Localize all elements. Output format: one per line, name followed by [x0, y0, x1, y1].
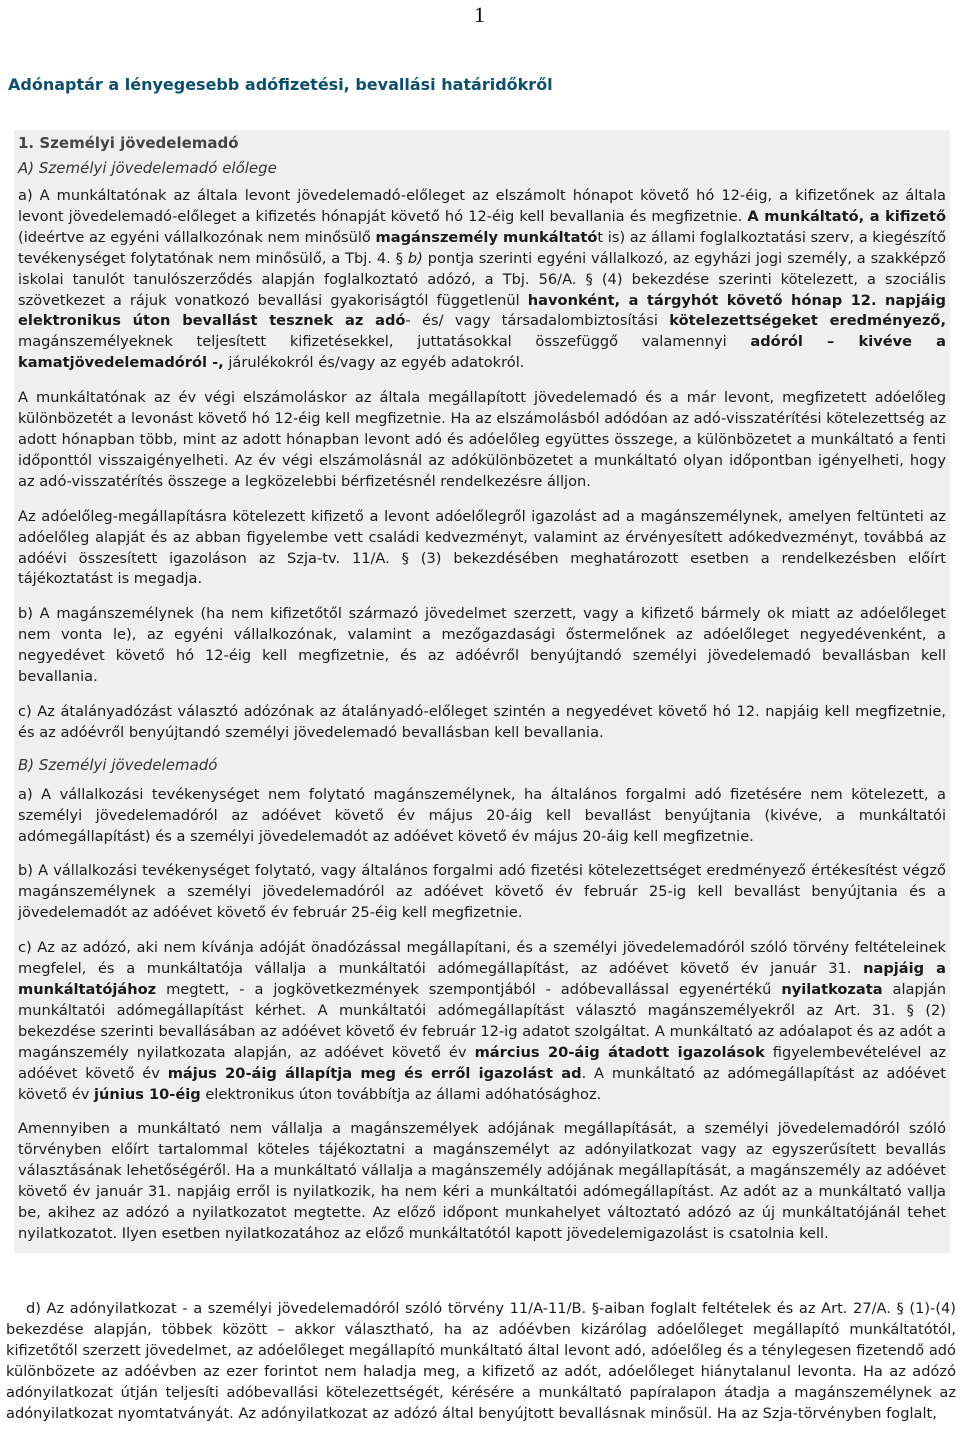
- text: alapján munkáltatói adómegállapítást kérhet. A munkáltatói adómegállapítást választó magánszemélyekről az Art. 31. § (2) bekezdése szerinti bevallásában az adóévet követő év február 12-ig adatot szolgáltat. A munkáltató az adóalapot és az adót a magánszemély nyilatkozata alapján, az adóévet követő év: [18, 981, 946, 1061]
- bold-text: A munkáltató, a kifizető: [747, 207, 946, 225]
- bold-text: adóról – kivéve a kamatjövedelemadóról -,: [18, 333, 946, 372]
- subsection-heading-b: B) Személyi jövedelemadó: [18, 755, 218, 774]
- content-tail: [0, 1299, 960, 1424]
- bold-text: havonként, a tárgyhót követő hónap 12. napjáig elektronikus úton bevallást tesznek az adó: [18, 291, 946, 330]
- bold-text: magánszemély munkáltató: [375, 228, 598, 246]
- text: járulékokról és/vagy az egyéb adatokról.: [223, 354, 525, 372]
- paragraph-bc: [14, 938, 950, 1105]
- paragraph-employer: Amennyiben a munkáltató nem vállalja a magánszemélyek adójának megállapítását, a személyi jövedelemadóról szóló törvényben előírt tartalommal köteles tájékoztatni a magánszemélyt az adónyilatkozat vagy az egyszerűsített bevallás választásának lehetőségéről. Ha a munkáltató vállalja a magánszemély adójának megállapítását, a magánszemély az adóévet követő év január 31. napjáig erről is nyilatkozik, ha nem kéri a munkáltatói adómegállapítást. Az adót az a munkáltató vallja be, akihez az adózó a nyilatkozatot megtette. Az előző időpont munkahelyet változtató adózó az új munkáltatójánál tehet nyilatkozatot. Ilyen esetben nyilatkozatához az előző munkáltatótól kapott jövedelemigazolást is csatolnia kell.: [18, 1120, 946, 1242]
- paragraph-bb: b) A vállalkozási tevékenységet folytató, vagy általános forgalmi adó fizetési kötelezettséget eredményező értékesítést végző magánszemélynek a személyi jövedelemadóról az adóévet követő év február 25-ig kell bevallást benyújtania és a jövedelemadót az adóévet követő év február 25-éig kell megfizetnie.: [18, 862, 946, 922]
- text: . A munkáltató az adómegállapítást az adóévet követő év: [18, 1064, 947, 1103]
- bold-text: nyilatkozata: [781, 981, 883, 998]
- bold-text: kötelezettségeket eredményező,: [669, 312, 947, 330]
- text: c) Az az adózó, aki nem kívánja adóját önadózással megállapítani, és a személyi jövedelemadóról szóló törvény feltételeinek megfelel, és a munkáltatója vállalja a munkáltatói adómegállapítást, az adóévet követő év január 31.: [18, 939, 946, 978]
- bold-text: május 20-áig állapítja meg és erről igazolást ad: [167, 1064, 582, 1082]
- text: magánszemélyeknek teljesített kifizetésekkel, juttatásokkal összefüggő valamennyi: [18, 333, 751, 351]
- italic-text: b): [407, 249, 423, 267]
- paragraph-certificate: Az adóelőleg-megállapításra kötelezett kifizető a levont adóelőlegről igazolást ad a magánszemélynek, amelyen feltünteti az adóelőleg alapját és az abban figyelembe vett családi kedvezményt, valamint az érvényesített adókedvezményt, továbbá az adóévi összesített igazoláson az Szja-tv. 11/A. § (3) bekezdésében meghatározott esetben a rendelkezésben előírt tájékoztatást is megadja.: [18, 507, 946, 588]
- text: figyelembevételével az adóévet követő év: [18, 1043, 947, 1082]
- page-number: 1: [474, 2, 485, 27]
- text: a) A munkáltatónak az általa levont jövedelemadó-előleget az elszámolt hónapot követő hó 12-éig, a kifizetőnek az általa levont jövedelemadó-előleget a kifizetés hónapját követő hó 12-éig kell bevallania és megfizetnie.: [18, 187, 946, 225]
- paragraph-a: [14, 186, 950, 374]
- subsection-heading-a: A) Személyi jövedelemadó előlege: [18, 159, 277, 177]
- paragraph-c: c) Az átalányadózást választó adózónak az átalányadó-előleget szintén a negyedévet követő hó 12. napjáig kell megfizetnie, és az adóévről benyújtandó személyi jövedelemadó bevallásban kell bevallania.: [18, 702, 946, 741]
- text: megtett, - a jogkövetkezmények szempontjából - adóbevallással egyenértékű: [156, 981, 782, 998]
- paragraph-settlement: A munkáltatónak az év végi elszámoláskor az általa megállapított jövedelemadó és a már levont, megfizetett adóelőleg különbözetét a levonást követő hó 12-éig kell megfizetnie. Ha az elszámolásból adódóan az adó-visszatérítési kötelezettség az adott hónapban több, mint az adott hónapban levont adó és adóelőleg együttes összege, a különbözetet a munkáltató a fenti időponttól visszaigényelheti. Az év végi elszámolásnál az adókülönbözetet a munkáltató olyan időpontban igényelheti, hogy az adó-visszatérítés összege a legközelebbi bérfizetésnél rendelkezésre álljon.: [18, 389, 946, 490]
- content-block: [14, 130, 950, 1253]
- paragraph-b: b) A magánszemélynek (ha nem kifizetőtől származó jövedelmet szerzett, vagy a kifizető bármely ok miatt az adóelőleget nem vonta le), az egyéni vállalkozónak, valamint a mezőgazdasági őstermelőnek az adóelőleget negyedévenként, a negyedévet követő hó 12-éig kell megfizetnie, és az adóévről benyújtandó személyi jövedelemadó bevallásban kell bevallania.: [18, 605, 946, 686]
- paragraph-ba: a) A vállalkozási tevékenységet nem folytató magánszemélynek, ha általános forgalmi adó fizetésére nem kötelezett, a személyi jövedelemadóról az adóévet követő év május 20-áig kell bevallást benyújtania (kivéve, a munkáltatói adómegállapítást) és a személyi jövedelemadót az adóévet követő év május 20-áig kell megfizetnie.: [18, 785, 946, 845]
- section-heading: 1. Személyi jövedelemadó: [18, 134, 239, 152]
- bold-text: napjáig a munkáltatójához: [18, 960, 947, 998]
- bold-text: március 20-áig átadott igazolások: [474, 1043, 765, 1061]
- text: - és/ vagy társadalombiztosítási: [405, 312, 670, 330]
- text: pontja szerinti egyéni vállalkozó, az egyházi jogi személy, a szakképző iskolai tanulót tanulószerződés alapján foglalkoztató adózó, a Tbj. 56/A. § (4) bekezdése szerinti kötelezett, a szociális szövetkezet a rájuk vonatkozó bevallási gyakoriságtól függetlenül: [18, 249, 946, 309]
- paragraph-bd: d) Az adónyilatkozat - a személyi jövedelemadóról szóló törvény 11/A-11/B. §-aiban foglalt feltételek és az Art. 27/A. § (1)-(4) bekezdése alapján, többek között – akkor választható, ha az adóévben kizárólag adóelőleget megállapító munkáltatótól, kifizetőtől szerzett jövedelmet, az adóelőleget megállapító munkáltató által levont adó, adóelőleg és a ténylegesen fizetendő adó különbözete az adóévben az ezer forintot nem haladja meg, a kifizető az adót, adóelőleget hiánytalanul levonta. Ha az adózó adónyilatkozat útján teljesíti adóbevallási kötelezettségét, kérésére a munkáltató papíralapon átadja a magánszemélynek az adónyilatkozat nyomtatványát. Az adónyilatkozat az adózó által benyújtott bevallásnak minősül. Ha az Szja-törvényben foglalt,: [6, 1300, 956, 1422]
- text: elektronikus úton továbbítja az állami adóhatósághoz.: [200, 1085, 602, 1103]
- text: t is) az állami foglalkoztatási szerv, a kiegészítő tevékenységet folytatónak nem minősülő, a Tbj. 4. §: [18, 228, 946, 267]
- document-title: Adónaptár a lényegesebb adófizetési, bevallási határidőkről: [8, 75, 553, 94]
- bold-text: június 10-éig: [94, 1085, 201, 1103]
- text: (ideértve az egyéni vállalkozónak nem minősülő: [18, 228, 376, 246]
